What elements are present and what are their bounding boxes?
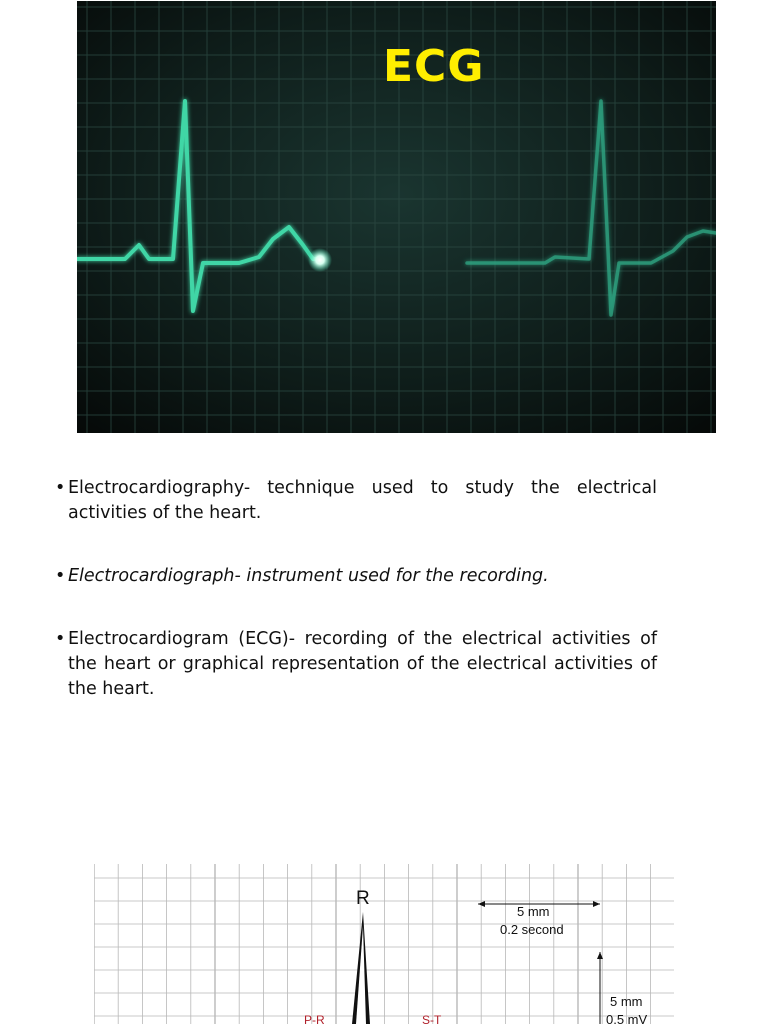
bullet-text: Electrocardiography- technique used to study the electrical activities of the heart. <box>68 478 657 523</box>
ecg-paper-grid <box>94 864 674 1024</box>
slide-title: ECG <box>383 41 485 92</box>
horizontal-scale-mm: 5 mm <box>517 904 550 919</box>
bullet-text: Electrocardiogram (ECG)- recording of the electrical activities of the heart or graphical representation of the electrical activities of the heart. <box>68 629 657 699</box>
vertical-scale-mm: 5 mm <box>610 994 643 1009</box>
ecg-monitor-image <box>77 1 716 433</box>
bullet-text: Electrocardiograph- instrument used for the recording. <box>68 566 549 586</box>
bullet-electrocardiograph <box>55 564 657 589</box>
bullet-electrocardiography <box>55 476 657 526</box>
ecg-paper-graphic <box>94 864 674 1024</box>
vertical-scale-mv: 0.5 mV <box>606 1012 648 1024</box>
horizontal-scale-seconds: 0.2 second <box>500 922 564 937</box>
arrow-head-right <box>593 901 600 907</box>
ecg-paper-diagram <box>94 864 674 1024</box>
bullet-marker: • <box>55 629 66 649</box>
st-segment-label: S-T <box>422 1013 442 1024</box>
bullet-electrocardiogram <box>55 627 657 702</box>
bullet-marker: • <box>55 478 66 498</box>
trace-glow-dot <box>308 248 332 272</box>
bullet-marker: • <box>55 566 66 586</box>
definition-list <box>55 476 657 740</box>
r-wave-label: R <box>356 888 370 909</box>
pr-interval-label: P-R <box>304 1013 325 1024</box>
